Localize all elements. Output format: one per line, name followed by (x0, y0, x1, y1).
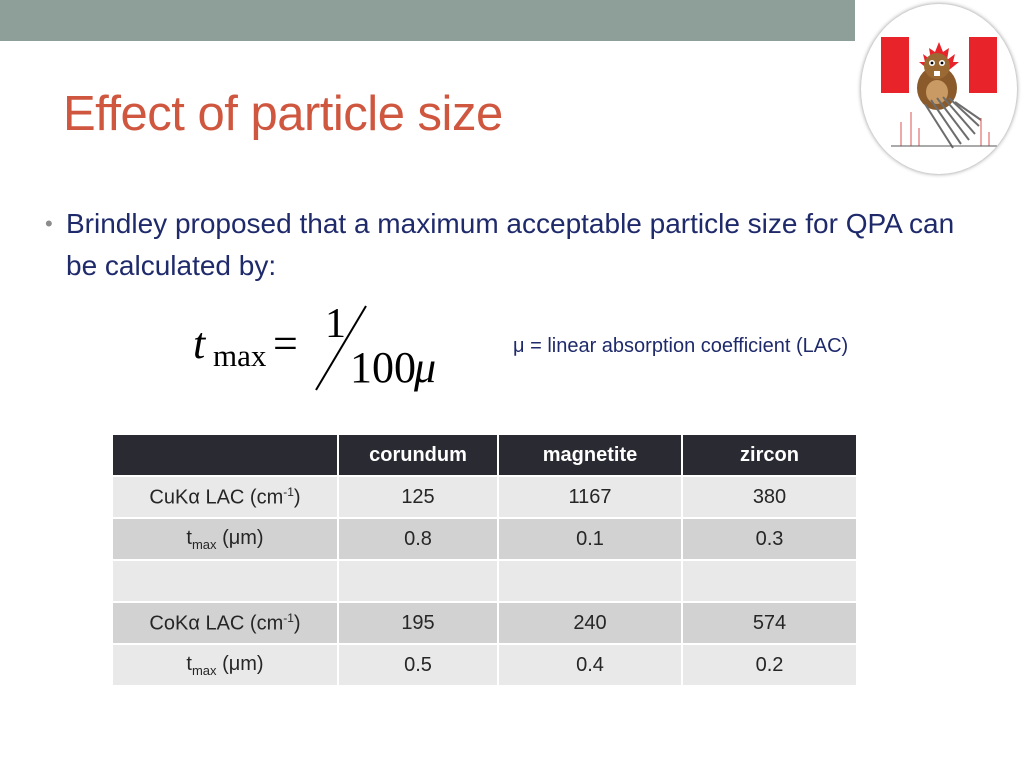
formula-numerator: 1 (325, 301, 346, 347)
header-magnetite: magnetite (498, 434, 682, 476)
formula-equals: = (273, 319, 298, 368)
table-row (112, 602, 857, 644)
bullet-text: Brindley proposed that a maximum acceptable particle size for QPA can be calculated by: (66, 208, 955, 281)
table-cell: 0.1 (498, 518, 682, 560)
table-cell: 0.4 (498, 644, 682, 686)
table-cell (112, 560, 338, 602)
row-label-coka-lac: CoKα LAC $(cm^{-1})$ (112, 602, 338, 644)
table-row (112, 476, 857, 518)
bullet-item (45, 203, 975, 287)
canadian-flag-beaver-logo-icon (861, 4, 1017, 174)
mu-definition-note: μ = linear absorption coefficient (LAC) (513, 335, 849, 357)
table-cell: 195 (338, 602, 498, 644)
table-cell: 240 (498, 602, 682, 644)
formula-mu-symbol: μ (414, 343, 437, 392)
row-label-cuka-lac: CuKα LAC $(cm^{-1})$ (112, 476, 338, 518)
header-empty-cell (112, 434, 338, 476)
particle-size-table (111, 433, 858, 687)
top-accent-bar (0, 0, 855, 41)
table-cell: 0.3 (682, 518, 857, 560)
table-cell (338, 560, 498, 602)
header-corundum: corundum (338, 434, 498, 476)
table-cell: 0.2 (682, 644, 857, 686)
row-label-tmax-cu: $t_{max}$ (μm) (112, 518, 338, 560)
table-cell: 1167 (498, 476, 682, 518)
bullet-dot-icon: • (45, 211, 53, 236)
table-header-row (112, 434, 857, 476)
table-cell: 0.8 (338, 518, 498, 560)
tmax-formula (190, 302, 460, 394)
table-cell (498, 560, 682, 602)
table-cell: 125 (338, 476, 498, 518)
table-cell: 380 (682, 476, 857, 518)
formula-denominator: 100 (350, 343, 416, 392)
table-cell: 574 (682, 602, 857, 644)
table-row (112, 644, 857, 686)
table-cell (682, 560, 857, 602)
formula-t-symbol: t (193, 319, 206, 368)
row-label-tmax-co: $t_{max}$ (μm) (112, 644, 338, 686)
header-zircon: zircon (682, 434, 857, 476)
formula-max-subscript: max (213, 338, 267, 373)
table-row-spacer (112, 560, 857, 602)
table-row (112, 518, 857, 560)
slide-title: Effect of particle size (63, 87, 503, 141)
table-cell: 0.5 (338, 644, 498, 686)
